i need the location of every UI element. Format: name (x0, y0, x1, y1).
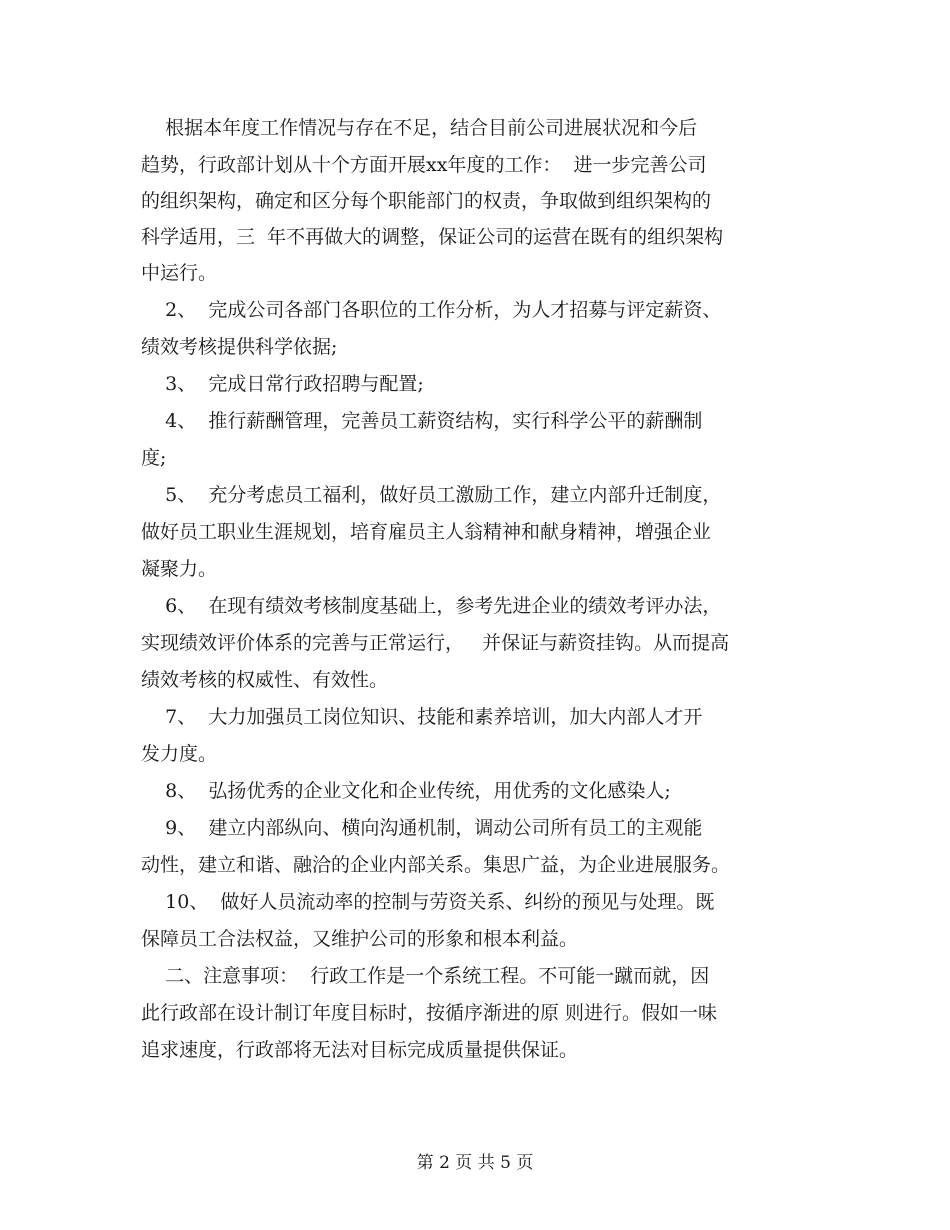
text-line: 度; (141, 447, 167, 469)
text-line: 10、 做好人员流动率的控制与劳资关系、纠纷的预见与处理。既 (141, 891, 715, 913)
text-line: 4、 推行薪酬管理，完善员工薪资结构，实行科学公平的薪酬制 (141, 410, 703, 432)
text-line: 5、 充分考虑员工福利，做好员工激励工作，建立内部升迁制度， (141, 484, 722, 506)
text-line: 二、注意事项： 行政工作是一个系统工程。不可能一蹴而就，因 (141, 965, 710, 987)
text-line: 2、 完成公司各部门各职位的工作分析，为人才招募与评定薪资、 (141, 299, 722, 321)
text-line: 根据本年度工作情况与存在不足，结合目前公司进展状况和今后 (141, 117, 698, 139)
text-line: 动性，建立和谐、融洽的企业内部关系。集思广益，为企业进展服务。 (141, 854, 731, 876)
text-line: 8、 弘扬优秀的企业文化和企业传统，用优秀的文化感染人; (141, 780, 671, 802)
text-line: 追求速度，行政部将无法对目标完成质量提供保证。 (141, 1039, 579, 1061)
text-line: 的组织架构，确定和区分每个职能部门的权责，争取做到组织架构的 (141, 190, 712, 212)
text-line: 9、 建立内部纵向、横向沟通机制，调动公司所有员工的主观能 (141, 817, 703, 839)
text-line: 此行政部在设计制订年度目标时，按循序渐进的原 则进行。假如一味 (141, 1002, 718, 1024)
text-line: 绩效考核提供科学依据; (141, 336, 338, 358)
text-line: 实现绩效评价体系的完善与正常运行， 并保证与薪资挂钩。从而提高 (141, 632, 730, 654)
text-line: 发力度。 (141, 743, 218, 765)
text-line: 做好员工职业生涯规划，培育雇员主人翁精神和献身精神，增强企业 (141, 521, 712, 543)
text-line: 7、 大力加强员工岗位知识、技能和素养培训，加大内部人才开 (141, 706, 703, 728)
text-line: 保障员工合法权益，又维护公司的形象和根本利益。 (141, 928, 579, 950)
text-line: 6、 在现有绩效考核制度基础上，参考先进企业的绩效考评办法， (141, 595, 722, 617)
text-line: 趋势，行政部计划从十个方面开展xx年度的工作： 进一步完善公司 (141, 154, 707, 176)
text-line: 科学适用，三 年不再做大的调整，保证公司的运营在既有的组织架构 (141, 226, 724, 248)
text-line: 中运行。 (141, 262, 218, 284)
text-line: 凝聚力。 (141, 558, 218, 580)
page-number-footer: 第 2 页 共 5 页 (416, 1153, 534, 1173)
text-line: 绩效考核的权威性、有效性。 (141, 669, 389, 691)
text-line: 3、 完成日常行政招聘与配置; (141, 373, 424, 395)
